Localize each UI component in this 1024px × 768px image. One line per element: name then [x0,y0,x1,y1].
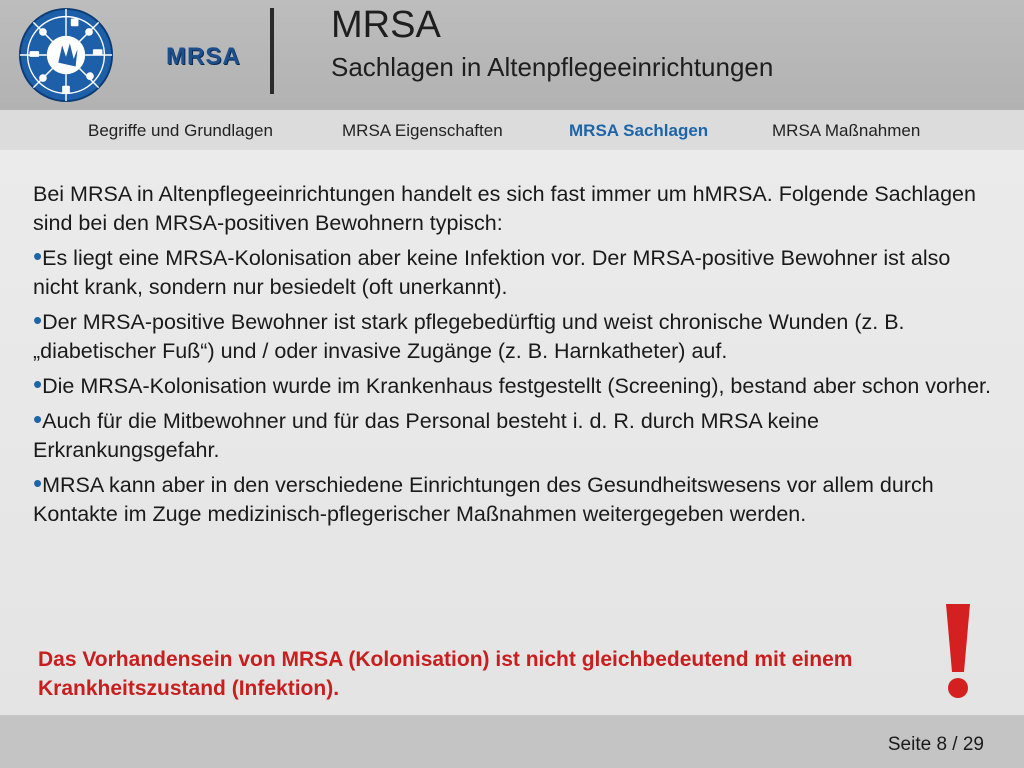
footer-bar [0,715,1024,768]
nav-item-sachlagen[interactable]: MRSA Sachlagen [569,121,709,140]
bullet-dot-icon: • [33,404,43,434]
list-item [33,369,993,401]
bullet-text: Auch für die Mitbewohner und für das Personal besteht i. d. R. durch MRSA keine Erkrankungsgefahr. [33,409,819,462]
bullet-dot-icon: • [33,369,43,399]
bullet-text: Der MRSA-positive Bewohner ist stark pflegebedürftig und weist chronische Wunden (z. B. „diabetischer Fuß“) und / oder invasive Zugänge (z. B. Harnkatheter) auf. [33,310,905,363]
bullet-text: MRSA kann aber in den verschiedene Einrichtungen des Gesundheitswesens vor allem durch Kontakte im Zuge medizinisch-pflegerischer Maßnahmen weitergegeben werden. [33,473,934,526]
exclamation-icon [938,602,978,702]
nav-item-eigenschaften[interactable]: MRSA Eigenschaften [342,121,503,140]
mrsa-logo-icon [18,7,114,103]
nav-item-massnahmen[interactable]: MRSA Maßnahmen [772,121,921,140]
bullet-dot-icon: • [33,241,43,271]
logo-wordmark: MRSA [166,43,241,70]
list-item [33,404,993,465]
warning-text: Das Vorhandensein von MRSA (Kolonisation) ist nicht gleichbedeutend mit einem Krankheitszustand (Infektion). [38,648,853,700]
page-number: Seite 8 / 29 [887,734,984,755]
list-item [33,241,993,302]
bullet-text: Die MRSA-Kolonisation wurde im Krankenhaus festgestellt (Screening), bestand aber schon vorher. [42,374,991,398]
intro-text: Bei MRSA in Altenpflegeeinrichtungen handelt es sich fast immer um hMRSA. Folgende Sachlagen sind bei den MRSA-positiven Bewohnern typisch: [33,182,976,235]
section-nav [0,110,1024,150]
header-bar [0,0,1024,110]
bullet-dot-icon: • [33,305,43,335]
bullet-list [33,241,993,535]
nav-item-begriffe[interactable]: Begriffe und Grundlagen [88,121,273,140]
bullet-dot-icon: • [33,468,43,498]
page-subtitle: Sachlagen in Altenpflegeeinrichtungen [331,52,774,82]
bullet-text: Es liegt eine MRSA-Kolonisation aber keine Infektion vor. Der MRSA-positive Bewohner ist also nicht krank, sondern nur besiedelt (oft unerkannt). [33,246,951,299]
list-item [33,468,993,529]
page-title: MRSA [331,4,441,46]
list-item [33,305,993,366]
header-divider [270,8,274,94]
